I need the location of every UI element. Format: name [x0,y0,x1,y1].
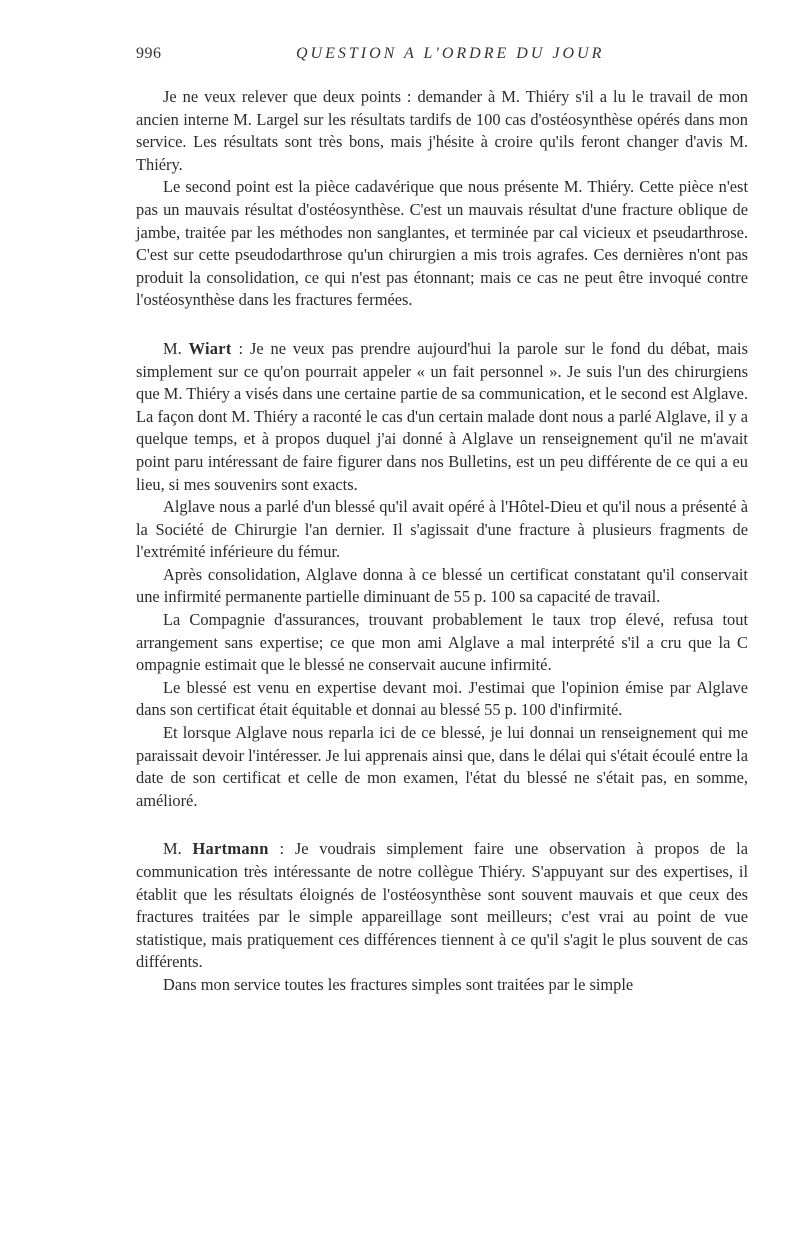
speaker-name: Wiart [188,338,232,358]
paragraph: Et lorsque Alglave nous reparla ici de ce blessé, je lui donnai un renseignement qui me paraissait devoir l'intéresser. Je lui apprenais ainsi que, dans le délai qui s'était écoulé entre la date de son certificat et celle de mon examen, l'état du blessé ne s'était pas, en somme, amélioré. [136,723,748,810]
paragraph: Je ne veux relever que deux points : demander à M. Thiéry s'il a lu le travail de mon ancien interne M. Largel sur les résultats tardifs de 100 cas d'ostéosynthèse opérés dans mon service. Les résultats sont très bons, mais j'hésite à croire qu'ils feront changer d'avis M. Thiéry. [136,87,748,174]
speaker-prefix: M. [163,839,193,859]
paragraph: Alglave nous a parlé d'un blessé qu'il avait opéré à l'Hôtel-Dieu et qu'il nous a présenté à la Société de Chirurgie l'an dernier. Il s'agissait d'une fracture à plusieurs fragments de l'extrémité inférieure du fémur. [136,497,748,562]
running-title: QUESTION A L'ORDRE DU JOUR [296,45,605,62]
speaker-name: Hartmann [192,839,269,859]
paragraph: Le blessé est venu en expertise devant moi. J'estimai que l'opinion émise par Alglave dans son certificat était équitable et donnai au blessé 55 p. 100 d'infirmité. [136,677,748,720]
paragraph: Après consolidation, Alglave donna à ce blessé un certificat constatant qu'il conservait une infirmité permanente partielle diminuant de 55 p. 100 sa capacité de travail. [136,564,748,607]
page-header [136,45,748,69]
paragraph: La Compagnie d'assurances, trouvant probablement le taux trop élevé, refusa tout arrangement sans expertise; ce que mon ami Alglave a mal interprété s'il a cru que la C ompagnie estimait que le blessé ne conservait aucune infirmité. [136,610,748,675]
page-number: 996 [136,45,162,62]
paragraph-speaker-hartmann: M. Hartmann : Je voudrais simplement faire une observation à propos de la communication très intéressante de notre collègue Thiéry. S'appuyant sur des expertises, il établit que les résultats éloignés de l'ostéosynthèse sont souvent mauvais et que ceux des fractures traitées par le simple appareillage sont meilleurs; c'est vrai au point de vue statistique, mais pratiquement ces différences tiennent à ce qu'il s'agit le plus souvent de cas différents. [136,839,748,972]
paragraph: Dans mon service toutes les fractures simples sont traitées par le simple [163,974,634,994]
paragraph: Le second point est la pièce cadavérique que nous présente M. Thiéry. Cette pièce n'est pas un mauvais résultat d'ostéosynthèse. C'est un mauvais résultat d'une fracture oblique de jambe, traitée par les méthodes non sanglantes, et terminée par cal vicieux et pseudarthrose. C'est sur cette pseudodarthrose qu'un chirurgien a mis trois agrafes. Ces dernières n'ont pas produit la consolidation, ce qui n'est pas étonnant; mais ce cas ne peut être invoqué contre l'ostéosynthèse dans les fractures fermées. [136,177,748,310]
body-text [136,86,748,997]
speaker-prefix: M. [163,338,189,358]
paragraph-speaker-wiart: M. Wiart : Je ne veux pas prendre aujourd'hui la parole sur le fond du débat, mais simplement sur ce qu'on pourrait appeler « un fait personnel ». Je suis l'un des chirurgiens que M. Thiéry a visés dans une certaine partie de sa communication, et le second est Alglave. La façon dont M. Thiéry a raconté le cas d'un certain malade dont nous a parlé Alglave, il y a quelque temps, et à propos duquel j'ai donné à Alglave un renseignement qu'il ne m'avait point paru intéressant de faire figurer dans nos Bulletins, est un peu différente de ce qui a eu lieu, si mes souvenirs sont exacts. [136,338,748,494]
